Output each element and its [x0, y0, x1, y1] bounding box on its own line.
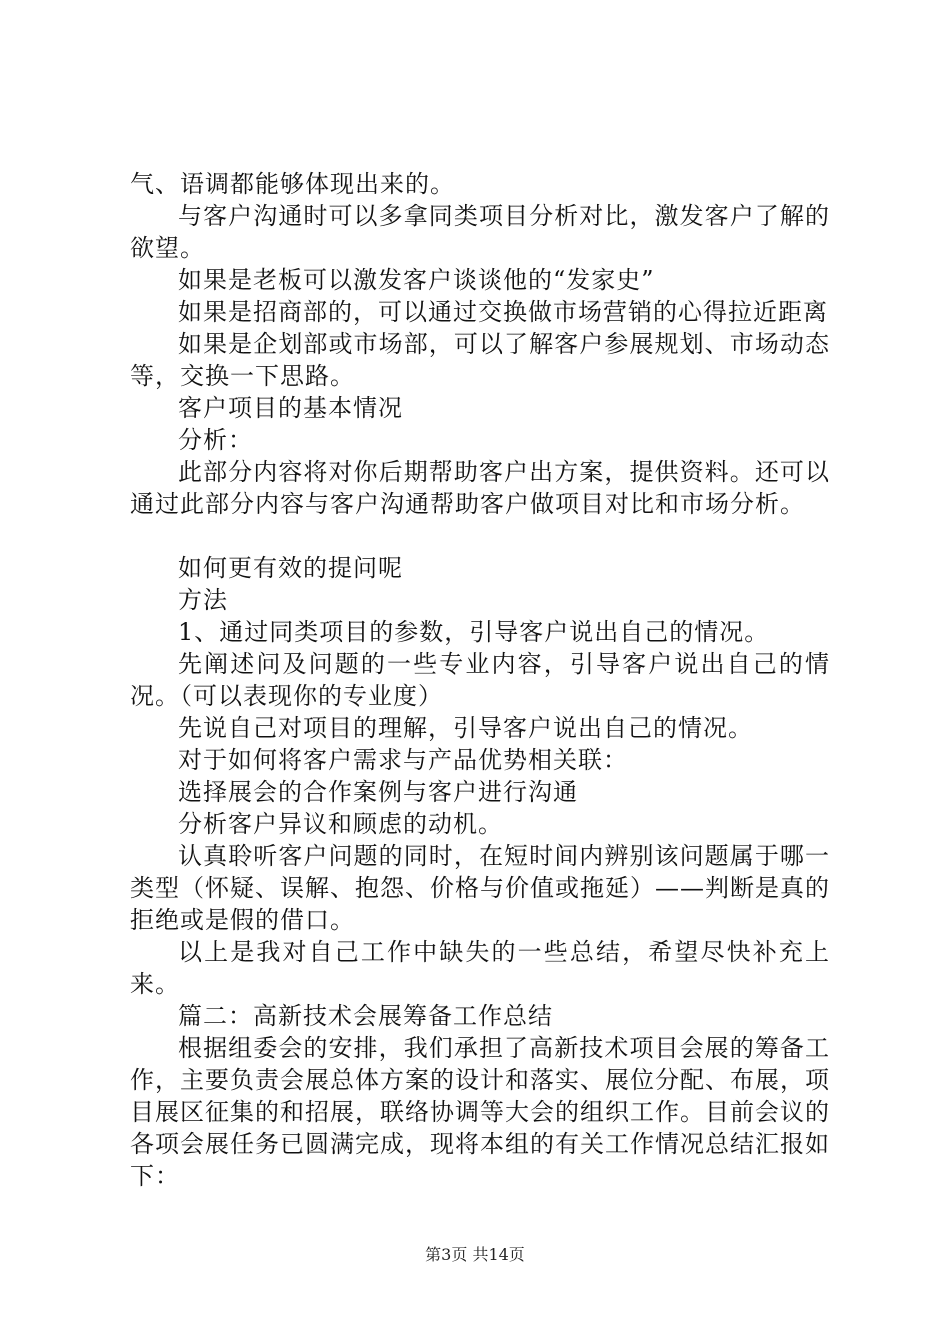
- paragraph: 根据组委会的安排，我们承担了高新技术项目会展的筹备工作，主要负责会展总体方案的设计和落实、展位分配、布展，项目展区征集的和招展，联络协调等大会的组织工作。目前会议的各项会展任务已圆满完成，现将本组的有关工作情况总结汇报如下：: [130, 1034, 830, 1190]
- paragraph: 如果是企划部或市场部，可以了解客户参展规划、市场动态等，交换一下思路。: [130, 330, 830, 390]
- paragraph: 如果是老板可以激发客户谈谈他的“发家史”: [178, 266, 655, 294]
- paragraph: 对于如何将客户需求与产品优势相关联：: [178, 746, 628, 774]
- paragraph: 分析：: [178, 426, 253, 454]
- section-heading: 客户项目的基本情况: [178, 394, 403, 422]
- paragraph: 与客户沟通时可以多拿同类项目分析对比，激发客户了解的欲望。: [130, 202, 830, 262]
- paragraph: 分析客户异议和顾虑的动机。: [178, 810, 503, 838]
- section-heading: 如何更有效的提问呢: [178, 554, 403, 582]
- paragraph: 如果是招商部的，可以通过交换做市场营销的心得拉近距离: [178, 298, 828, 326]
- paragraph: 认真聆听客户问题的同时，在短时间内辨别该问题属于哪一类型（怀疑、误解、抱怨、价格与价值或拖延）——判断是真的拒绝或是假的借口。: [130, 842, 830, 934]
- paragraph: 选择展会的合作案例与客户进行沟通: [178, 778, 578, 806]
- paragraph-continued: 气、语调都能够体现出来的。: [130, 170, 455, 198]
- paragraph: 以上是我对自己工作中缺失的一些总结，希望尽快补充上来。: [130, 938, 830, 998]
- document-body: [130, 168, 830, 1192]
- paragraph: 方法: [178, 586, 228, 614]
- section-heading: 篇二：高新技术会展筹备工作总结: [178, 1002, 553, 1030]
- page-number-footer: 第3页 共14页: [425, 1245, 525, 1264]
- paragraph: 先说自己对项目的理解，引导客户说出自己的情况。: [178, 714, 753, 742]
- paragraph: 此部分内容将对你后期帮助客户出方案，提供资料。还可以通过此部分内容与客户沟通帮助客户做项目对比和市场分析。: [130, 458, 830, 518]
- list-item: 1、通过同类项目的参数，引导客户说出自己的情况。: [178, 618, 770, 646]
- paragraph: 先阐述问及问题的一些专业内容，引导客户说出自己的情况。（可以表现你的专业度）: [130, 650, 830, 710]
